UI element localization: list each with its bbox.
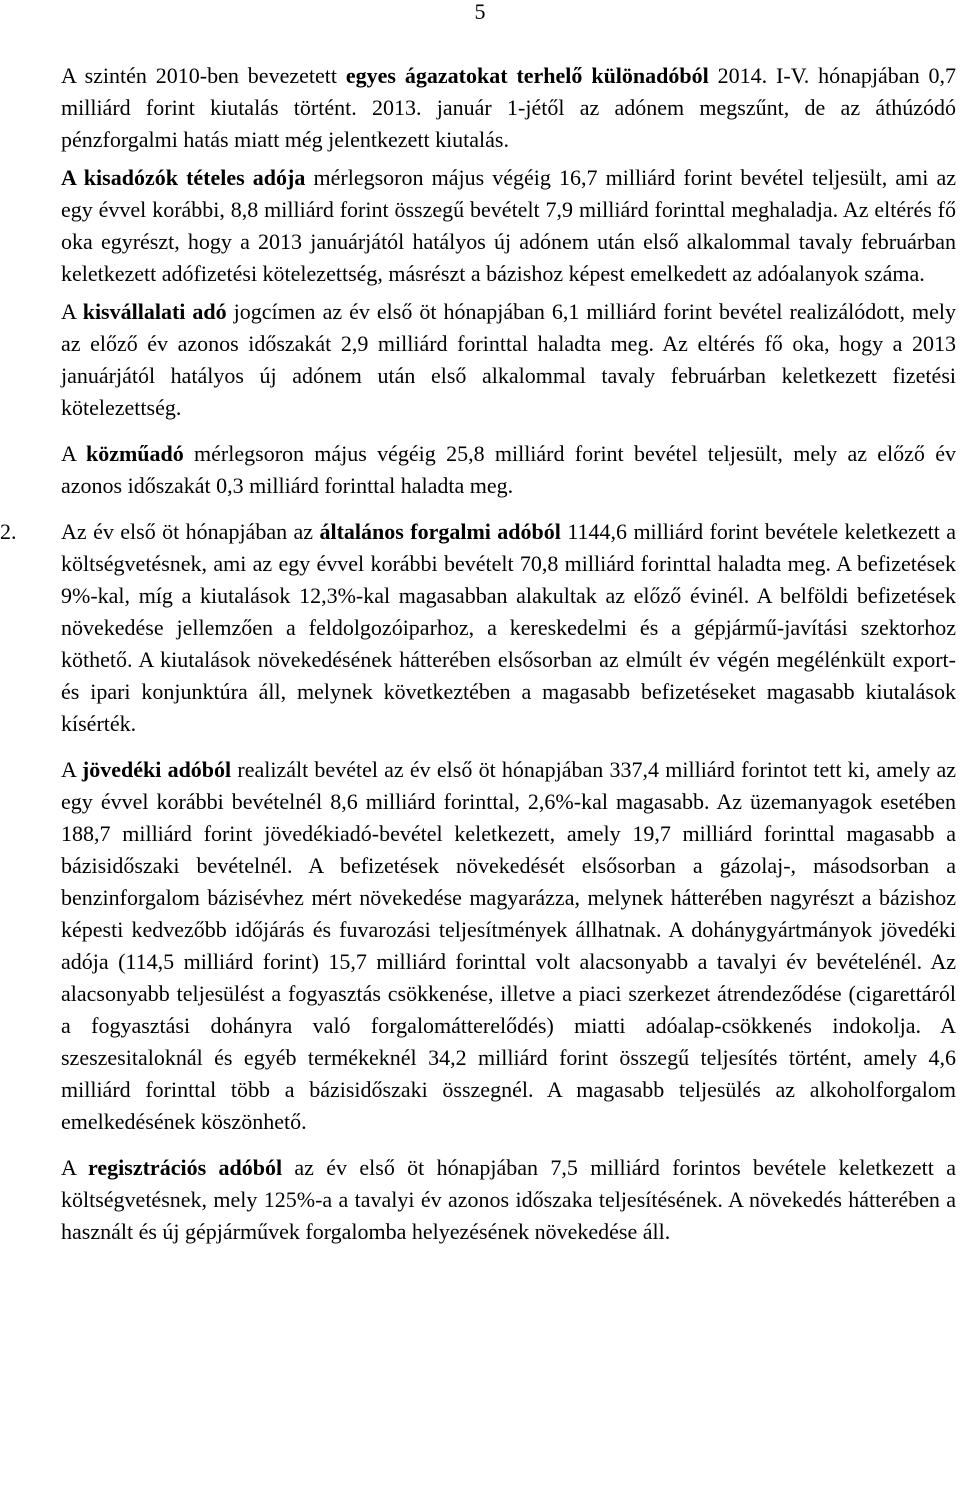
bold-term: közműadó: [85, 441, 184, 466]
text-run: A: [61, 757, 82, 782]
bold-term: kisvállalati adó: [82, 299, 227, 324]
paragraph-registration-tax: [61, 1152, 956, 1248]
text-run: Az év első öt hónapjában az: [61, 519, 320, 544]
paragraph-special-sector-tax: [61, 60, 956, 156]
bold-term: egyes ágazatokat terhelő különadóból: [345, 63, 709, 88]
paragraph-small-business-tax: [61, 296, 956, 424]
text-run: A: [61, 1155, 89, 1180]
paragraph-utility-tax: [61, 438, 956, 502]
paragraph-small-taxpayers: [61, 162, 956, 290]
text-run: A: [61, 299, 83, 324]
text-run: realizált bevétel az év első öt hónapjában 337,4 milliárd forintot tett ki, amely az egy évvel korábbi bevételnél 8,6 milliárd forinttal, 2,6%-kal magasabb. Az üzemanyagok esetében 188,7 milliárd forint jövedékiadó-bevétel keletkezett, amely 19,7 milliárd forinttal magasabb a bázisidőszaki bevételnél. A befizetések növekedését elsősorban a gázolaj-, másodsorban a benzinforgalom bázisévhez mért növekedése magyarázza, melynek hátterében nagyrészt a bázishoz képesti kedvezőbb időjárás és fuvarozási teljesítmények állhatnak. A dohánygyártmányok jövedéki adója (114,5 milliárd forint) 15,7 milliárd forinttal volt alacsonyabb a tavalyi év bevételénél. Az alacsonyabb teljesülést a fogyasztás csökkenése, illetve a piaci szerkezet átrendeződése (cigarettáról a fogyasztási dohányra való forgalomátterelődés) miatti adóalap-csökkenés indokolja. A szeszesitaloknál és egyéb termékeknél 34,2 milliárd forint összegű teljesítés történt, amely 4,6 milliárd forinttal több a bázisidőszaki összegnél. A magasabb teljesülés az alkoholforgalom emelkedésének köszönhető.: [61, 757, 956, 1134]
text-run: mérlegsoron május végéig 25,8 milliárd forint bevétel teljesült, mely az előző év azonos időszakát 0,3 milliárd forinttal haladta meg.: [61, 441, 956, 498]
text-run: A szintén 2010-ben bevezetett: [61, 63, 346, 88]
paragraph-vat: [0, 516, 956, 740]
bold-term: jövedéki adóból: [81, 757, 232, 782]
document-body: [0, 60, 956, 1248]
page-number: 5: [474, 0, 486, 24]
text-run: az év első öt hónapjában 7,5 milliárd forintos bevétele keletkezett a költségvetésnek, mely 125%-a a tavalyi év azonos időszaka teljesítésének. A növekedés hátterében a használt és új gépjárművek forgalomba helyezésének növekedése áll.: [61, 1155, 956, 1244]
text-run: 1144,6 milliárd forint bevétele keletkezett a költségvetésnek, ami az egy évvel korábbi bevételt 70,8 milliárd forinttal haladta meg. A befizetések 9%-kal, míg a kiutalások 12,3%-kal magasabban alakultak az előző évinél. A belföldi befizetések növekedése jellemzően a feldolgozóiparhoz, a kereskedelmi és a gépjármű-javítási szektorhoz köthető. A kiutalások növekedésének hátterében elsősorban az elmúlt év végén megélénkült export- és ipari konjunktúra áll, melynek következtében a magasabb befizetéseket magasabb kiutalások kísérték.: [61, 519, 956, 736]
text-run: A: [61, 441, 86, 466]
text-run: 2014. I-V. hónapjában 0,7 milliárd forint kiutalás történt. 2013. január 1-jétől az adónem megszűnt, de az áthúzódó pénzforgalmi hatás miatt még jelentkezett kiutalás.: [61, 63, 956, 152]
item-number: 2.: [0, 519, 17, 544]
bold-term: regisztrációs adóból: [88, 1155, 283, 1180]
bold-term: A kisadózók tételes adója: [61, 165, 306, 190]
text-run: jogcímen az év első öt hónapjában 6,1 milliárd forint bevétel realizálódott, mely az előző év azonos időszakát 2,9 milliárd forinttal haladta meg. Az eltérés fő oka, hogy a 2013 januárjától hatályos új adónem után első alkalommal tavaly februárban keletkezett fizetési kötelezettség.: [61, 299, 956, 420]
paragraph-excise-tax: [61, 754, 956, 1138]
text-run: mérlegsoron május végéig 16,7 milliárd forint bevétel teljesült, ami az egy évvel korábbi, 8,8 milliárd forint összegű bevételt 7,9 milliárd forinttal meghaladja. Az eltérés fő oka egyrészt, hogy a 2013 januárjától hatályos új adónem után első alkalommal tavaly februárban keletkezett adófizetési kötelezettség, másrészt a bázishoz képest emelkedett az adóalanyok száma.: [61, 165, 956, 286]
bold-term: általános forgalmi adóból: [319, 519, 561, 544]
